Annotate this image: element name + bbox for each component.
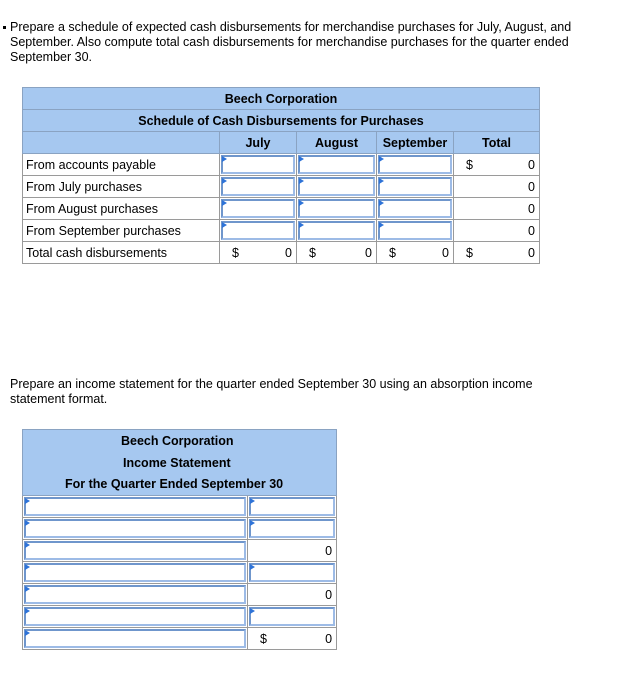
september-total (377, 242, 454, 264)
july-input[interactable] (220, 176, 297, 198)
july-input[interactable] (220, 198, 297, 220)
amount-input[interactable] (248, 606, 337, 628)
income-statement (22, 429, 337, 650)
table-row (23, 628, 337, 650)
computed-amount: 0 (325, 588, 333, 602)
schedule-company: Beech Corporation (23, 88, 540, 110)
dollar-sign: $ (309, 246, 316, 260)
col-september: September (377, 132, 454, 154)
total-value (454, 220, 540, 242)
line-item-input[interactable] (23, 562, 248, 584)
august-input[interactable] (297, 154, 377, 176)
amount-input[interactable] (248, 562, 337, 584)
income-title: Income Statement (23, 452, 337, 474)
table-row (23, 518, 337, 540)
col-august: August (297, 132, 377, 154)
amount-input[interactable] (248, 518, 337, 540)
july-total (220, 242, 297, 264)
line-item-input[interactable] (23, 518, 248, 540)
july-input[interactable] (220, 154, 297, 176)
august-input[interactable] (297, 176, 377, 198)
computed-amount: 0 (325, 632, 333, 646)
income-company: Beech Corporation (23, 430, 337, 452)
amount-value (248, 584, 337, 606)
schedule-instructions: Prepare a schedule of expected cash disbursements for merchandise purchases for July, August, and September. Also compute total cash disbursements for merchandise purchases for the quarter ended September 30. (10, 20, 572, 64)
amount-input[interactable] (248, 496, 337, 518)
total-row-label: Total cash disbursements (23, 242, 220, 264)
income-period: For the Quarter Ended September 30 (23, 474, 337, 496)
table-row (23, 584, 337, 606)
row-label: From August purchases (23, 198, 220, 220)
amount-value (248, 540, 337, 562)
grand-total-amount: 0 (528, 246, 535, 260)
table-row (23, 540, 337, 562)
bullet-marker (3, 26, 6, 29)
august-total-amount: 0 (365, 246, 372, 260)
line-item-input[interactable] (23, 540, 248, 562)
total-amount: 0 (528, 224, 535, 238)
august-input[interactable] (297, 198, 377, 220)
total-value (454, 198, 540, 220)
september-input[interactable] (377, 220, 454, 242)
total-value (454, 154, 540, 176)
line-item-input[interactable] (23, 606, 248, 628)
line-item-input[interactable] (23, 496, 248, 518)
row-label: From September purchases (23, 220, 220, 242)
july-input[interactable] (220, 220, 297, 242)
dollar-sign: $ (389, 246, 396, 260)
col-total: Total (454, 132, 540, 154)
schedule-header-blank (23, 132, 220, 154)
total-amount: 0 (528, 202, 535, 216)
line-item-input[interactable] (23, 628, 248, 650)
table-row (23, 496, 337, 518)
dollar-sign: $ (232, 246, 239, 260)
total-value (454, 176, 540, 198)
september-input[interactable] (377, 154, 454, 176)
table-row (23, 220, 540, 242)
september-total-amount: 0 (442, 246, 449, 260)
total-amount: 0 (528, 180, 535, 194)
table-row (23, 606, 337, 628)
september-input[interactable] (377, 176, 454, 198)
august-input[interactable] (297, 220, 377, 242)
cash-disbursements-schedule (22, 87, 540, 264)
table-row-total (23, 242, 540, 264)
col-july: July (220, 132, 297, 154)
july-total-amount: 0 (285, 246, 292, 260)
row-label: From July purchases (23, 176, 220, 198)
table-row (23, 198, 540, 220)
row-label: From accounts payable (23, 154, 220, 176)
table-row (23, 176, 540, 198)
table-row (23, 154, 540, 176)
dollar-sign: $ (260, 632, 267, 646)
computed-amount: 0 (325, 544, 333, 558)
september-input[interactable] (377, 198, 454, 220)
line-item-input[interactable] (23, 584, 248, 606)
schedule-title: Schedule of Cash Disbursements for Purchases (23, 110, 540, 132)
dollar-sign: $ (466, 158, 473, 172)
amount-value (248, 628, 337, 650)
table-row (23, 562, 337, 584)
grand-total (454, 242, 540, 264)
dollar-sign: $ (466, 246, 473, 260)
august-total (297, 242, 377, 264)
total-amount: 0 (528, 158, 535, 172)
income-instructions: Prepare an income statement for the quarter ended September 30 using an absorption income statement format. (10, 377, 533, 406)
